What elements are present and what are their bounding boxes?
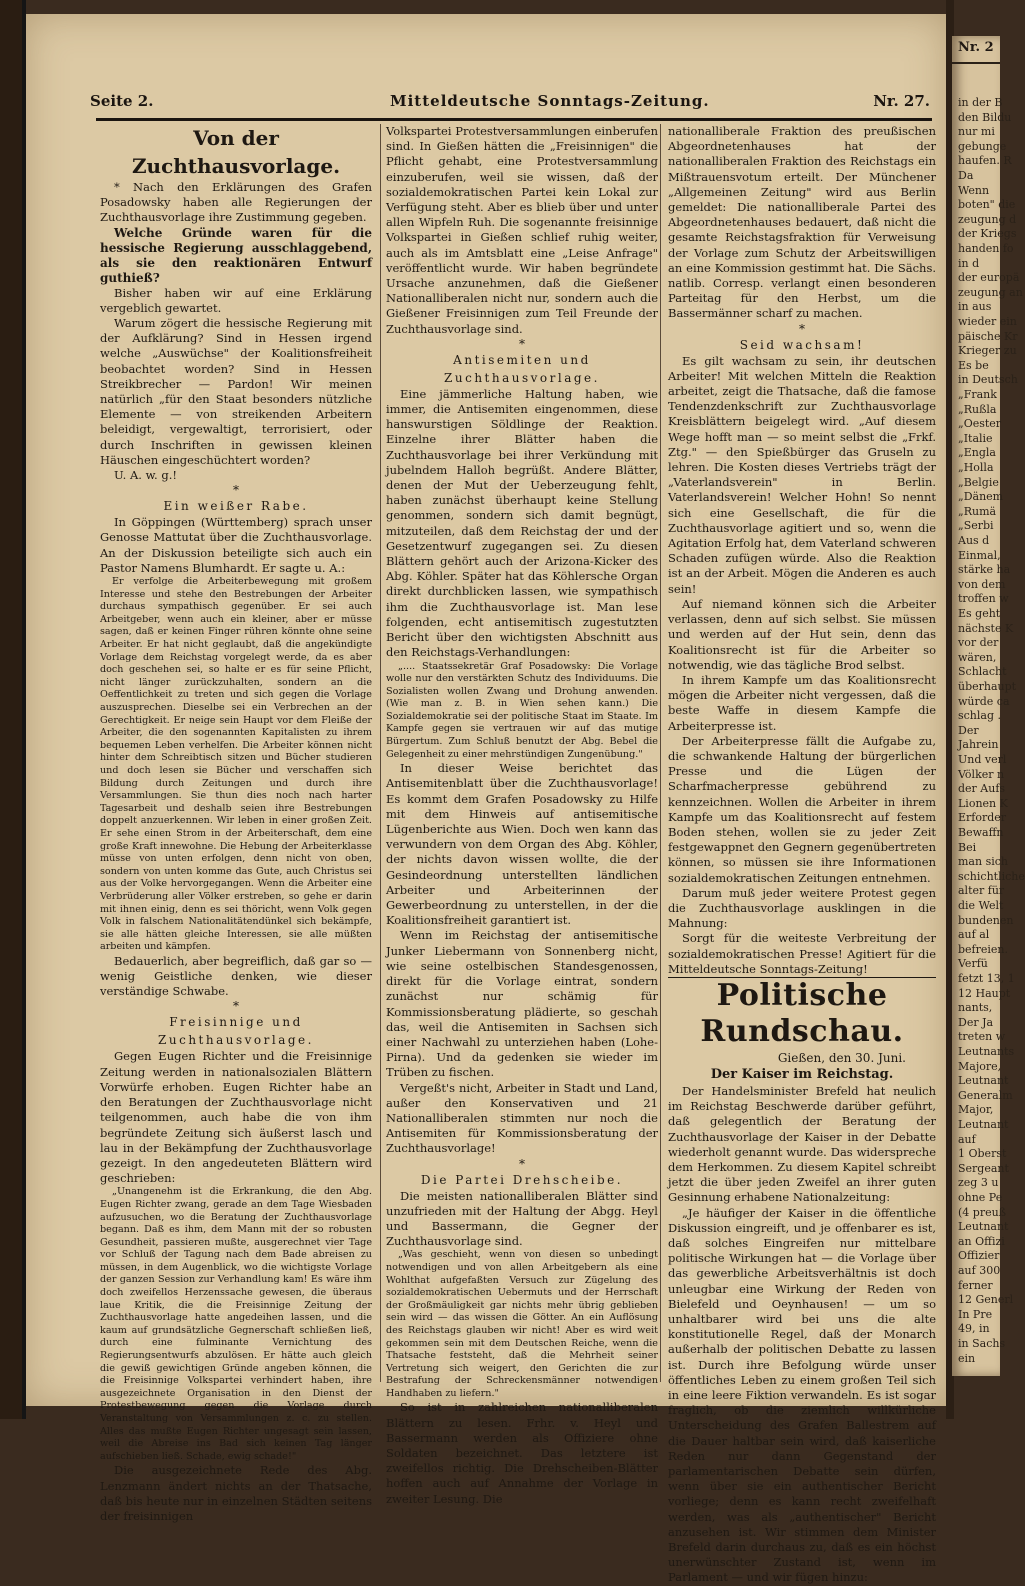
paragraph: Auf niemand können sich die Arbeiter verlassen, denn auf sich selbst. Sie müssen und werden auf der Hut sein, denn das Koalitionsrecht ist für die Arbeiter so notwendig, wie das tägliche Brod selbst. [668,596,936,672]
adjacent-page-line: Wenn [958,183,990,197]
paragraph: nationalliberale Fraktion des preußischen Abgeordnetenhauses hat der nationalliberalen Fraktion des Reichstags ein Mißtrauensvotum erteilt. Der Münchener „Allgemeinen Zeitung" wird aus Berlin gemeldet: Die nationalliberale Partei des Abgeordnetenhauses bedauert, daß nicht die gesamte Reichstagsfraktion für Verweisung der Vorlage zum Schutz der Arbeitswilligen an eine Kommission gestimmt hat. Die Sächs. natlib. Corresp. verlangt einen besonderen Parteitag für den Herbst, um die Bassermänner scharf zu machen. [668,124,936,321]
adjacent-page-line: überhaupt [958,680,1017,693]
adjacent-page-line: handen fo [958,242,1014,255]
adjacent-page-line: Majore, [958,1059,1002,1073]
section-star: * [233,999,239,1014]
paragraph: In dieser Weise berichtet das Antisemitenblatt über die Zuchthausvorlage! Es kommt dem Grafen Posadowsky zu Hilfe mit dem Hinweis auf antisemitische Lügenberichte aus Wien. Doch wen kann das verwundern von dem Organ des Abg. Köhler, der nichts davon wissen wollte, die der Gesindeordnung unterstellten ländlichen Arbeiter und Arbeiterinnen der Gewerbeordnung zu unterstellen, in der die Koalitionsfreiheit garantiert ist. [386,761,658,928]
adjacent-page-line: „Dänem [958,490,1004,504]
adjacent-page-line: In Pre [958,1307,993,1321]
adjacent-page-line: Es be [958,358,989,372]
adjacent-page-line: Sergeant [958,1161,1009,1175]
adjacent-page-line: man sich [958,855,1008,869]
adjacent-page-line: an Offizi [958,1234,1005,1248]
adjacent-page-line: schichtliche [958,869,1025,883]
paragraph: Bisher haben wir auf eine Erklärung vergeblich gewartet. [100,285,372,315]
paragraph: „Je häufiger der Kaiser in die öffentliche Diskussion eingreift, und je offenbarer es ist, daß solches Eingreifen nur mittelbare politische Wirkungen hat — die Vorlage über das gewerbliche Arbeitsverhältnis ist doch unleugbar eine Wirkung der Reden von Bielefeld und Oeynhausen! — um so unhaltbarer wird bei uns die alte konstitutionelle Regel, daß der Monarch außerhalb der politischen Debatte zu lassen ist. Durch ihre Befolgung würde unser öffentliches Leben zu einem großen Teil sich in eine leere Fiktion verwandeln. Es ist sogar fraglich, ob die ziemlich willkürliche Unterscheidung des Grafen Ballestrem auf die Dauer haltbar sein wird, daß kaiserliche Reden nur dann Gegenstand der parlamentarischen Debatte sein dürfen, wenn über sie ein authentischer Bericht vorliege; denn es kann recht zweifelhaft werden, was als „authentischer" Bericht anzusehen ist. Wir stimmen dem Minister Brefeld darin durchaus zu, daß es ein höchst unerwünschter Zustand ist, wenn im Parlament — und wir fügen hinzu: [668,1205,936,1585]
adjacent-page-line: Bei [958,840,977,854]
section-star: * [799,321,805,336]
section-star: * [519,336,525,351]
adjacent-page-line: schlag . [958,709,1002,723]
adjacent-page-line: die Welt [958,899,1004,912]
issue-number: Nr. 27. [873,92,930,110]
adjacent-page-line: Erforder [958,811,1007,825]
adjacent-page-line: Verfü [958,957,988,971]
adjacent-page-line: würde ca [958,694,1010,708]
adjacent-page-line: zeugung an [958,285,1023,299]
adjacent-page-line: in d [958,256,980,270]
adjacent-page-line: wären, [958,650,997,664]
paragraph: Volkspartei Protestversammlungen einberufen sind. In Gießen hätten die „Freisinnigen" die Pflicht gehabt, eine Protestversammlung einzuberufen, weil sie wissen, daß der sozialdemokratischen Partei kein Lokal zur Verfügung steht. Aber es blieb über und unter allen Wipfeln Ruh. Die sogenannte freisinnige Volkspartei in Gießen schlief ruhig weiter, auch als im Amtsblatt eine „Leise Anfrage" veröffentlicht wurde. Wir haben begründete Ursache anzunehmen, daß die Gießener Nationalliberalen nicht nur, sondern auch die Gießener Freisinnigen zum Teil Freunde der Zuchthausvorlage sind. [386,124,658,336]
adjacent-page-line: Einmal, [958,548,1001,562]
adjacent-page-line: „Belgie [958,475,999,489]
section-title: Politische Rundschau. [700,977,904,1049]
column-rule [660,124,661,1382]
paragraph: In Göppingen (Württemberg) sprach unser Genosse Mattutat über die Zuchthausvorlage. An der Diskussion beteiligte sich auch ein Pastor Namens Blumhardt. Er sagte u. A.: [100,515,372,575]
adjacent-page-line: Leutnant [958,1074,1009,1088]
paragraph: Darum muß jeder weitere Protest gegen die Zuchthausvorlage ausklingen in die Mahnung: [668,885,936,931]
column-rule [380,124,381,1382]
adjacent-page-line: „Rumä [958,504,997,518]
adjacent-page-line: Major, [958,1103,994,1117]
adjacent-page-line: nächste K [958,621,1014,635]
adjacent-page-line: „Rußla [958,402,997,416]
adjacent-page-line: in aus [958,300,992,314]
book-binding [0,0,22,1419]
section-heading: Die Partei Drehscheibe. [420,1172,624,1187]
paragraph: Der Handelsminister Brefeld hat neulich im Reichstag Beschwerde darüber geführt, daß gelegentlich der Beratung der Zuchthausvorlage der Kaiser in der Debatte wiederholt genannt wurde. Das widerspreche dem Herkommen. Zu diesem Kapitel schreibt jetzt die über jeden Zweifel an ihrer guten Gesinnung erhabene Nationalzeitung: [668,1083,936,1205]
column-3 [668,124,936,1585]
paragraph: Wenn im Reichstag der antisemitische Junker Liebermann von Sonnenberg nicht, wie seine ostelbischen Standesgenossen, direkt für die Vorlage eintrat, sondern zunächst nur schämig für Kommissionsberatung plädierte, so geschah das, weil die Antisemiten in Sachsen sich einer Nachwahl zu unterziehen haben (Lohe-Pirna). Und da gedenken sie wieder im Trüben zu fischen. [386,928,658,1080]
adjacent-page-line: zeugung d [958,212,1017,226]
adjacent-page-line: „Engla [958,446,996,460]
adjacent-page-line: fetzt 13, 1 [958,972,1015,985]
article-title: Der Kaiser im Reichstag. [710,1066,894,1082]
adjacent-page-line: 12 Generl [958,1293,1014,1307]
quoted-text: „Was geschieht, wenn von diesen so unbedingt notwendigen und von allen Arbeitgebern als eine Wohlthat aufgefaßten Versuch zur Zügelung des sozialdemokratischen Uebermuts und der Herrschaft der Großmäuligkeit gar nichts mehr übrig geblieben sein wird — das wissen die Götter. An ein Auflösung des Reichstags glauben wir nicht! Aber es wird weit gekommen sein mit dem Deutschen Reiche, wenn die Thatsache feststeht, daß die Mehrheit seiner Vertretung sich weigert, den Gerichten die zur Bestrafung der Schreckensmänner notwendigen Handhaben zu liefern." [386,1249,658,1399]
adjacent-page-line: ein [958,1351,976,1365]
adjacent-page-line: „Italie [958,431,993,445]
paragraph: Die ausgezeichnete Rede des Abg. Lenzmann ändert nichts an der Thatsache, daß bis heute nur in einzelnen Städten seitens der freisinnigen [100,1463,372,1523]
adjacent-page-line: vor der [958,636,999,650]
adjacent-page-line: haufen. R [958,154,1012,168]
adjacent-page-line: Offizier [958,1249,1000,1263]
section-heading: Ein weißer Rabe. [163,499,309,514]
paragraph: In ihrem Kampfe um das Koalitionsrecht mögen die Arbeiter nicht vergessen, daß die beste Waffe in diesem Kampfe die Arbeiterpresse ist. [668,672,936,733]
adjacent-page-header: Nr. 2 [958,40,994,55]
adjacent-page-line: ferner [958,1278,993,1292]
paragraph: U. A. w. g.! [114,468,177,483]
paragraph: So ist in zahlreichen nationalliberalen Blättern zu lesen. Frhr. v. Heyl und Bassermann werden als Offiziere ohne Soldaten bezeichnet. Das letztere ist zweifellos richtig. Die Drehscheiben-Blätter hoffen auch auf Annahme der Vorlage in zweiter Lesung. Die [386,1400,658,1506]
adjacent-page-line: stärke ha [958,563,1011,577]
quoted-text: „.... Staatssekretär Graf Posadowsky: Die Vorlage wolle nur den verstärkten Schutz des Individuums. Die Sozialisten wollen Zwang und Drohung anwenden. (Wie man z. B. in Wien sehen kann.) Die Sozialdemokratie sei der politische Staat im Staate. Im Kampfe gegen sie vertrauen wir auf das mutige Bürgertum. Zum Schluß benutzt der Abg. Bebel die Gelegenheit zu einer mehrstündigen Zungenübung." [386,660,658,760]
quoted-text: Er verfolge die Arbeiterbewegung mit großem Interesse und stehe den Bestrebungen der Arbeiter durchaus sympathisch gegenüber. Er sei auch Arbeitgeber, wenn auch ein kleiner, aber er müsse sagen, daß er keinen Finger rühren könnte ohne seine Arbeiter. Er hat nicht geglaubt, daß die angekündigte Vorlage dem Reichstag vorgelegt werde, da es aber doch geschehen sei, so halte er es für seine Pflicht, nicht länger zurückzuhalten, sondern an die Oeffentlichkeit zu treten und sich gegen die Vorlage auszusprechen. Dieselbe sei ein Verbrechen an der Gerechtigkeit. Er neige sein Haupt vor dem Fleiße der Arbeiter, die den sogenannten Kapitalisten zu ihrem bequemen Leben verhelfen. Die Arbeiter können nicht hinter dem Schreibtisch sitzen und Bücher studieren und doch lesen sie Bücher und verschaffen sich Bildung durch Zeitungen und durch ihre Versammlungen. Sie thun dies noch nach harter Tagesarbeit und deshalb seien ihre Bestrebungen doppelt anzuerkennen. Wir leben in einer großen Zeit. Er sehe einen Strom in der Arbeiterschaft, dem eine große Kraft innewohne. Die Hebung der Arbeiterklasse müsse von unten erfolgen, denn nicht von oben, sondern von unten komme das Gute, auch Christus sei aus der Volke hervorgegangen. Wenn die Arbeiter eine Verbrüderung aller Völker erstreben, so gehe er darin mit ihnen einig, denn es sei thöricht, wenn Volk gegen Volk in falschem Nationalitätendünkel sich bekämpfe, sie alle hätten gleiche Interessen, sie alle müßten arbeiten und kämpfen. [100,576,372,953]
adjacent-page-line: päische Kr [958,329,1018,343]
article-title: Von der Zuchthausvorlage. [131,126,341,178]
paragraph: Der Arbeiterpresse fällt die Aufgabe zu, die schwankende Haltung der bürgerlichen Presse und die Lügen der Scharfmacherpresse gebührend zu kennzeichnen. Wollen die Arbeiter in ihrem Kampfe um das Koalitionsrecht auf festem Boden stehen, wollen sie zu jeder Zeit festgewappnet den Gegnern gegenübertreten können, so müssen sie ihre Informationen sozialdemokratischen Zeitungen entnehmen. [668,733,936,885]
adjacent-page-fragment [952,36,1025,1376]
column-1 [100,124,372,1523]
masthead-rule [96,118,932,121]
adjacent-page-line: treten w [958,1030,1006,1044]
adjacent-page-line: befreien. [958,942,1008,956]
adjacent-page-line: nants, [958,1001,993,1015]
adjacent-page-line: auf al [958,928,990,942]
adjacent-page-line: Bewaffn [958,826,1004,839]
adjacent-page-line: zeg 3 u [958,1176,999,1190]
adjacent-page-line: der Kriegs [958,227,1017,241]
paragraph: Es gilt wachsam zu sein, ihr deutschen Arbeiter! Mit welchen Mitteln die Reaktion arbeitet, zeigt die Thatsache, daß die famose Tendenzdenkschrift zur Zuchthausvorlage Kreisblättern beigelegt wird. „Auf diesem Wege hofft man — so meint selbst die „Frkf. Ztg." — den Spießbürger das Gruseln zu lehren. Die Kosten dieses Vertriebs trägt der „Vaterlandsverein" in Berlin. Vaterlandsverein! Welcher Hohn! So nennt sich eine Gesellschaft, die für die Zuchthausvorlage agitiert und so, wenn die Agitation Erfolg hat, dem Vaterland schweren Schaden zufügen würde. Also die Reaktion ist an der Arbeit. Mögen die Anderen es auch sein! [668,353,936,596]
newspaper-title: Mitteldeutsche Sonntags-Zeitung. [390,92,710,110]
section-heading: Antisemiten und Zuchthausvorlage. [444,352,600,385]
adjacent-page-line: auf [958,1132,976,1146]
adjacent-page-line: in Sachs [958,1337,1006,1350]
adjacent-page-line: der Aufs [958,782,1006,796]
dateline: Gießen, den 30. Juni. [777,1050,906,1065]
paragraph: Bedauerlich, aber begreiflich, daß gar so — wenig Geistliche denken, wie dieser verständige Schwabe. [100,953,372,999]
paragraph: Vergeßt's nicht, Arbeiter in Stadt und Land, außer den Konservativen und 21 Nationalliberalen stimmten nur noch die Antisemiten für Kommissionsberatung der Zuchthausvorlage! [386,1080,658,1156]
adjacent-page-line: „Oester [958,417,1002,431]
paragraph: Sorgt für die weiteste Verbreitung der sozialdemokratischen Presse! Agitiert für die Mitteldeutsche Sonntags-Zeitung! [668,931,936,976]
adjacent-page-line: alter für [958,884,1005,898]
section-star: * [233,483,239,498]
adjacent-page-line: Jahrein [958,738,999,752]
column-2 [386,124,658,1506]
paragraph: * Nach den Erklärungen des Grafen Posadowsky haben alle Regierungen der Zuchthausvorlage ihre Zustimmung gegeben. [100,180,372,225]
adjacent-page-line: Krieger zu [958,344,1017,358]
adjacent-page-line: (4 preuß [958,1205,1007,1219]
adjacent-page-line: der europä [958,271,1020,285]
adjacent-page-line: auf 300 [958,1264,1001,1277]
paragraph: Die meisten nationalliberalen Blätter sind unzufrieden mit der Haltung der Abgg. Heyl und Bassermann, die Gegner der Zuchthausvorlage sind. [386,1188,658,1249]
section-heading: Seid wachsam! [739,337,865,352]
paragraph: Gegen Eugen Richter und die Freisinnige Zeitung werden in nationalsozialen Blättern Vorwürfe erhoben. Eugen Richter habe an den Beratungen der Zuchthausvorlage nicht teilgenommen, auch habe die von ihm begründete Zeitung sich äußerst lasch und lau in der Bekämpfung der Zuchthausvorlage gezeigt. In den angedeuteten Blättern wird geschrieben: [100,1049,372,1186]
adjacent-page-line: „Holla [958,461,994,474]
adjacent-page-line: Da [958,169,974,182]
adjacent-page-line: Der Ja [958,1015,994,1029]
masthead [90,92,930,114]
adjacent-page-line: den Bildu [958,110,1012,124]
adjacent-page-line: nur mi [958,125,995,139]
adjacent-page-line: in der B [958,96,1003,109]
adjacent-page-line: 49, in [958,1322,990,1336]
adjacent-page-line: Generalm [958,1088,1013,1102]
adjacent-page-line: 1 Oberst [958,1147,1007,1161]
adjacent-page-rule [952,62,1000,64]
section-star: * [519,1156,525,1171]
paragraph: Eine jämmerliche Haltung haben, wie immer, die Antisemiten eingenommen, diese hanswurstigen Söldlinge der Reaktion. Einzelne ihrer Blätter haben die Zuchthausvorlage bei ihrer Verkündung mit jubelndem Halloh begrüßt. Andere Blätter, denen der Mut der Ueberzeugung fehlt, haben zunächst überhaupt keine Stellung genommen, sondern sich damit begnügt, mitzuteilen, daß dem Reichstag der und der Gesetzentwurf zugegangen sei. Zu diesen Blättern gehört auch der Arizona-Kicker des Abg. Köhler. Später hat das Köhlersche Organ direkt durchblicken lassen, wie sympathisch ihm die Zuchthausvorlage ist. Man lese folgenden, echt antisemitisch zugestutzten Bericht über den wichtigsten Abschnitt aus den Reichstags-Verhandlungen: [386,386,658,660]
adjacent-page-line: Es geht [958,607,1001,620]
adjacent-page-line: Leutnant [958,1118,1009,1131]
adjacent-page-line: Lionen K [958,796,1008,810]
adjacent-page-line: von dem [958,577,1006,591]
adjacent-page-line: wieder ein [958,315,1017,328]
adjacent-page-line: in Deutsch [958,373,1018,387]
adjacent-page-line: gebunge [958,139,1007,153]
adjacent-page-line: Leutnant [958,1220,1009,1234]
adjacent-page-line: Der [958,723,979,737]
adjacent-page-line: Und verl [958,753,1007,766]
adjacent-page-line: „Serbi [958,519,994,533]
adjacent-page-line: troffen w [958,592,1009,606]
quoted-text: „Unangenehm ist die Erkrankung, die den Abg. Eugen Richter zwang, gerade an dem Tage Wiesbaden aufzusuchen, wo die Beratung der Zuchthausvorlage begann. Daß es ihm, dem Mann mit der so robusten Gesundheit, passieren mußte, ausgerechnet vier Tage vor Schluß der Tagung nach dem Bade abreisen zu müssen, in dem Augenblick, wo die wichtigste Vorlage der ganzen Session zur Verhandlung kam! Es wäre ihm doch zweifellos Herzenssache gewesen, die überaus laue Kritik, die die Freisinnige Zeitung der Zuchthausvorlage hatte angedeihen lassen, und die kaum auf grundsätzliche Gegnerschaft schließen ließ, durch eine fulminante Vernichtung des Regierungsentwurfs abzulösen. Er hätte auch gleich die gewiß gewichtigen Gründe angeben können, die die Freisinnige Volkspartei verhindert haben, ihre ausgezeichnete Organisation in den Dienst der Protestbewegung gegen die Vorlage durch Veranstaltung von Versammlungen z. c. zu stellen. Alles das mußte Eugen Richter ungesagt sein lassen, weil die Abreise ins Bad sich keinen Tag länger aufschieben ließ. Schade, ewig schade!" [100,1186,372,1462]
paragraph: Warum zögert die hessische Regierung mit der Aufklärung? Sind in Hessen irgend welche „Auswüchse" der Koalitionsfreiheit beobachtet worden? Sind in Hessen Streikbrecher — Pardon! Wir meinen natürlich „für den Staat besonders nützliche Elemente — von streikenden Arbeitern beleidigt, vergewaltigt, terrorisiert, oder durch Inschriften in gewissen kleinen Häuschen eingeschüchtert worden? [100,316,372,467]
adjacent-page-line: Völker n [958,767,1005,781]
adjacent-page-line: boten" die [958,198,1016,212]
page-number: Seite 2. [90,92,154,110]
adjacent-page-line: Leutnants [958,1045,1015,1058]
adjacent-page-line: 12 Haupt [958,986,1011,1000]
adjacent-page-line: Aus d [958,534,990,547]
adjacent-page-line: ohne Pe [958,1191,1003,1204]
section-heading: Freisinnige und Zuchthausvorlage. [158,1015,314,1048]
adjacent-page-line: Schlacht [958,665,1007,679]
bold-question: Welche Gründe waren für die hessische Regierung ausschlaggebend, als sie den reaktionären Entwurf guthieß? [100,225,372,285]
adjacent-page-line: „Frank [958,388,997,401]
adjacent-page-line: bundenen [958,913,1014,927]
